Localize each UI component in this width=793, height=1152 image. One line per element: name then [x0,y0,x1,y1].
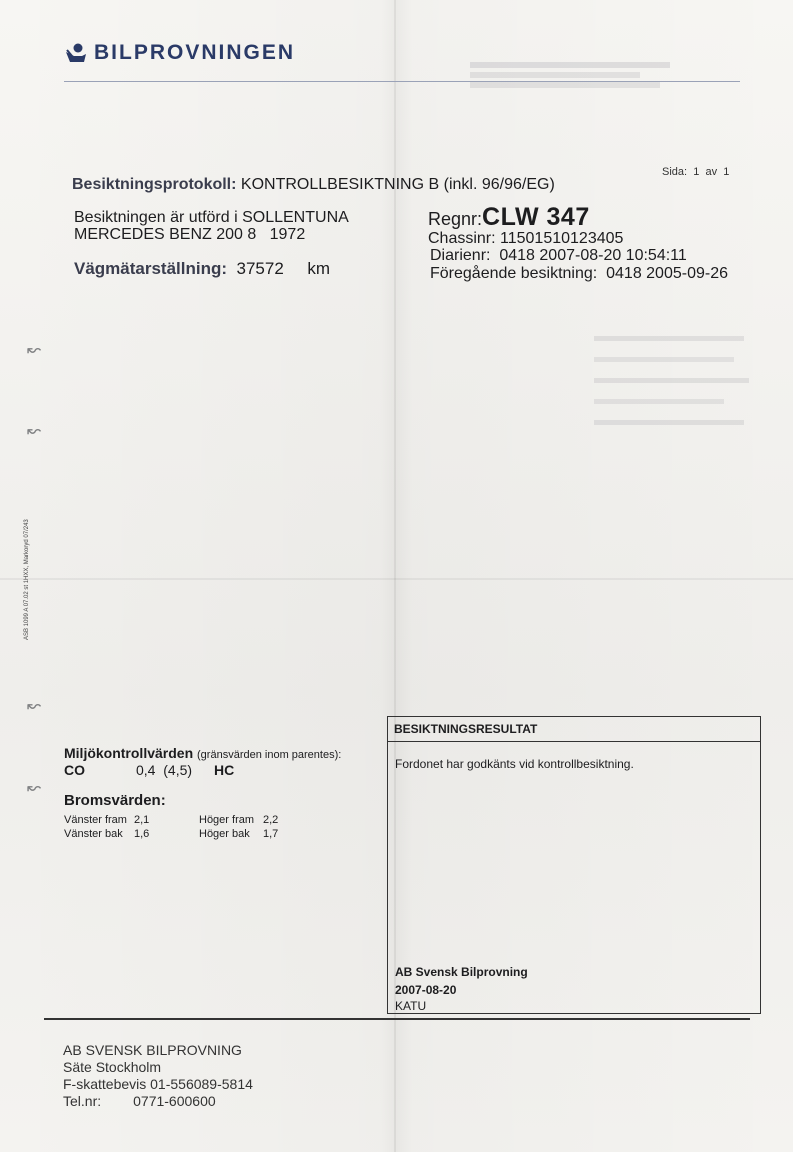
co-value: 0,4 (4,5) [136,762,193,778]
logo-text: BILPROVNINGEN [94,41,296,64]
brake-grid [64,814,293,840]
brake-right-value: 1,7 [263,828,279,840]
odometer-label: Vägmätarställning: [74,259,228,278]
brake-left-label: Vänster bak [64,828,123,840]
result-signature: KATU [395,999,427,1013]
punch-hole-icon: ↜ [27,778,42,797]
punch-hole-icon: ↜ [27,340,42,359]
punch-hole-icon: ↜ [27,421,42,440]
protocol-label: Besiktningsprotokoll: [72,176,237,193]
brake-right-value: 2,2 [263,814,279,826]
registration-number [428,203,590,232]
inspection-result-box [387,716,761,1014]
result-divider [388,741,760,742]
emission-title: Miljökontrollvärden [64,745,194,761]
brake-right-label: Höger fram [199,814,255,826]
bilprovningen-logo [64,41,295,65]
emission-note: (gränsvärden inom parentes): [197,749,342,761]
result-text: Fordonet har godkänts vid kontrollbesiktning. [395,757,634,771]
co-label: CO [64,762,85,778]
chassis-number: Chassinr: 11501510123405 [428,230,624,247]
footer [63,1042,253,1110]
registration-label: Regnr: [428,209,483,229]
protocol-type [72,176,555,194]
header-divider [64,81,740,82]
bilprovningen-logo-icon [64,42,88,64]
inspection-place: Besiktningen är utförd i SOLLENTUNA [74,209,349,226]
registration-value: CLW 347 [482,203,590,231]
phone-label: Tel.nr: [63,1093,102,1109]
punch-hole-icon: ↜ [27,696,42,715]
result-date: 2007-08-20 [395,983,457,997]
page-number: Sida: 1 av 1 [662,166,730,178]
bleed-through-text [594,320,754,620]
vehicle-model: MERCEDES BENZ 200 8 1972 [74,226,306,243]
brake-left-value: 2,1 [134,814,150,826]
phone-value: 0771-600600 [133,1093,216,1109]
protocol-value: KONTROLLBESIKTNING B (inkl. 96/96/EG) [240,176,555,193]
result-title: BESIKTNINGSRESULTAT [394,722,538,736]
inspection-info [74,209,349,243]
brake-right-label: Höger bak [199,828,250,840]
form-code: ASB 1099 A 07.02 st 1HXX, Markoryd 07/243 [24,519,30,640]
brake-left-value: 1,6 [134,828,150,840]
odometer-value: 37572 [236,259,284,278]
brake-left-label: Vänster fram [64,814,127,826]
emission-values [64,745,341,778]
hc-label: HC [214,762,235,778]
odometer [74,259,330,279]
footer-seat: Säte Stockholm [63,1059,162,1075]
footer-tax: F-skattebevis 01-556089-5814 [63,1076,253,1092]
diary-number: Diarienr: 0418 2007-08-20 10:54:11 [430,247,687,264]
footer-phone [63,1093,253,1110]
footer-divider [44,1018,750,1020]
previous-inspection: Föregående besiktning: 0418 2005-09-26 [430,265,728,282]
odometer-unit: km [307,259,331,278]
footer-company: AB SVENSK BILPROVNING [63,1042,242,1058]
brake-values [64,792,293,840]
brake-title: Bromsvärden: [64,792,166,809]
result-organization: AB Svensk Bilprovning [395,965,528,979]
diary-info [430,247,728,283]
